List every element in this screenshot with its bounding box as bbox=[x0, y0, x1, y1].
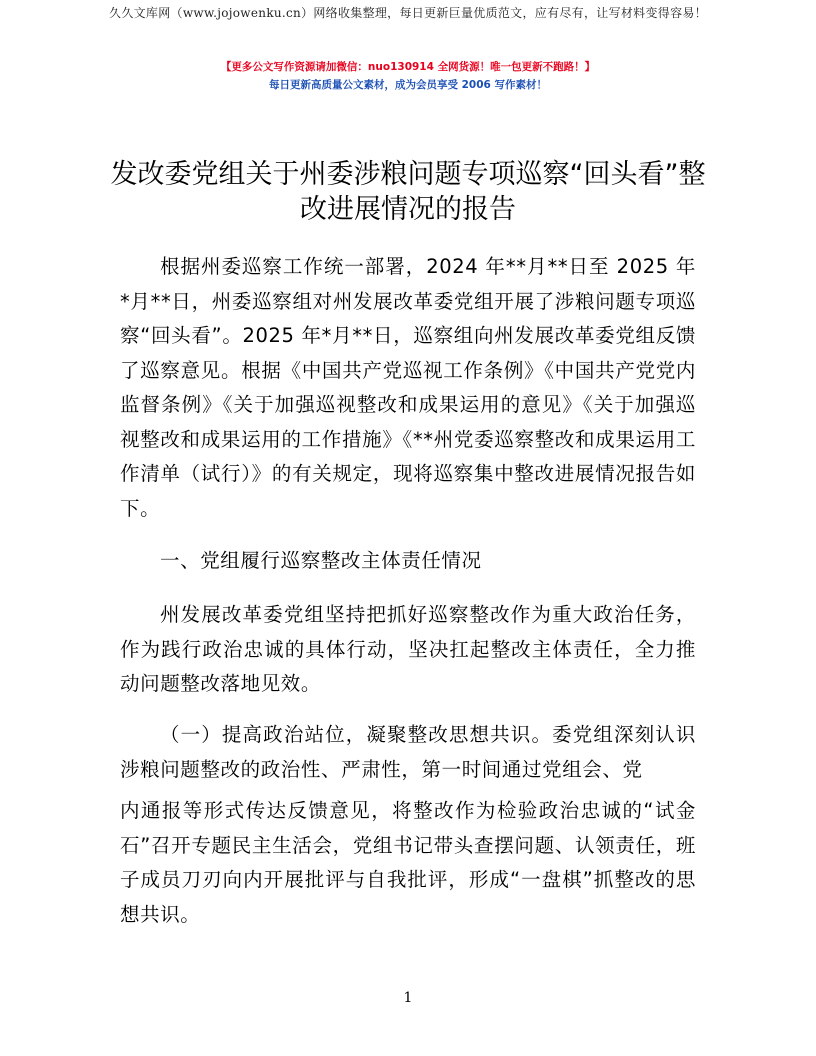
section-heading-1: 一、党组履行巡察整改主体责任情况 bbox=[160, 549, 482, 572]
subsection-paragraph-start: （一）提高政治站位，凝聚整改思想共识。委党组深刻认识涉粮问题整改的政治性、严肃性，第一时间通过党组会、党 bbox=[120, 723, 696, 781]
site-header-line: 久久文库网（www.jojowenku.cn）网络收集整理，每日更新巨量优质范文，应有尽有，让写材料变得容易！ bbox=[109, 6, 707, 20]
intro-paragraph: 根据州委巡察工作统一部署，2024 年**月**日至 2025 年*月**日，州委巡察组对州发展改革委党组开展了涉粮问题专项巡察“回头看”。2025 年*月**日，巡察组向州发展改革委党组反馈了巡察意见。根据《中国共产党巡视工作条例》《中国共产党党内监督条例》《关于加强巡视整改和成果运用的意见》《关于加强巡视整改和成果运用的工作措施》《**州党委巡察整改和成果运用工作清单（试行）》的有关规定，现将巡察集中整改进展情况报告如下。 bbox=[120, 255, 696, 520]
promo-line-membership: 每日更新高质量公文素材，成为会员享受 2006 写作素材！ bbox=[268, 79, 548, 91]
page-number: 1 bbox=[403, 990, 413, 1006]
subsection-paragraph-continued: 内通报等形式传达反馈意见，将整改作为检验政治忠诚的“试金石”召开专题民主生活会，党组书记带头查摆问题、认领责任，班子成员刀刃向内开展批评与自我批评，形成“一盘棋”抓整改的思想共识。 bbox=[120, 799, 696, 926]
document-title: 发改委党组关于州委涉粮问题专项巡察“回头看”整改进展情况的报告 bbox=[110, 159, 706, 225]
body-paragraph: 州发展改革委党组坚持把抓好巡察整改作为重大政治任务，作为践行政治忠诚的具体行动，坚决扛起整改主体责任，全力推动问题整改落地见效。 bbox=[120, 603, 696, 695]
promo-line-wechat: 【更多公文写作资源请加微信：nuo130914 全网货源！唯一包更新不跑路！】 bbox=[220, 61, 596, 73]
